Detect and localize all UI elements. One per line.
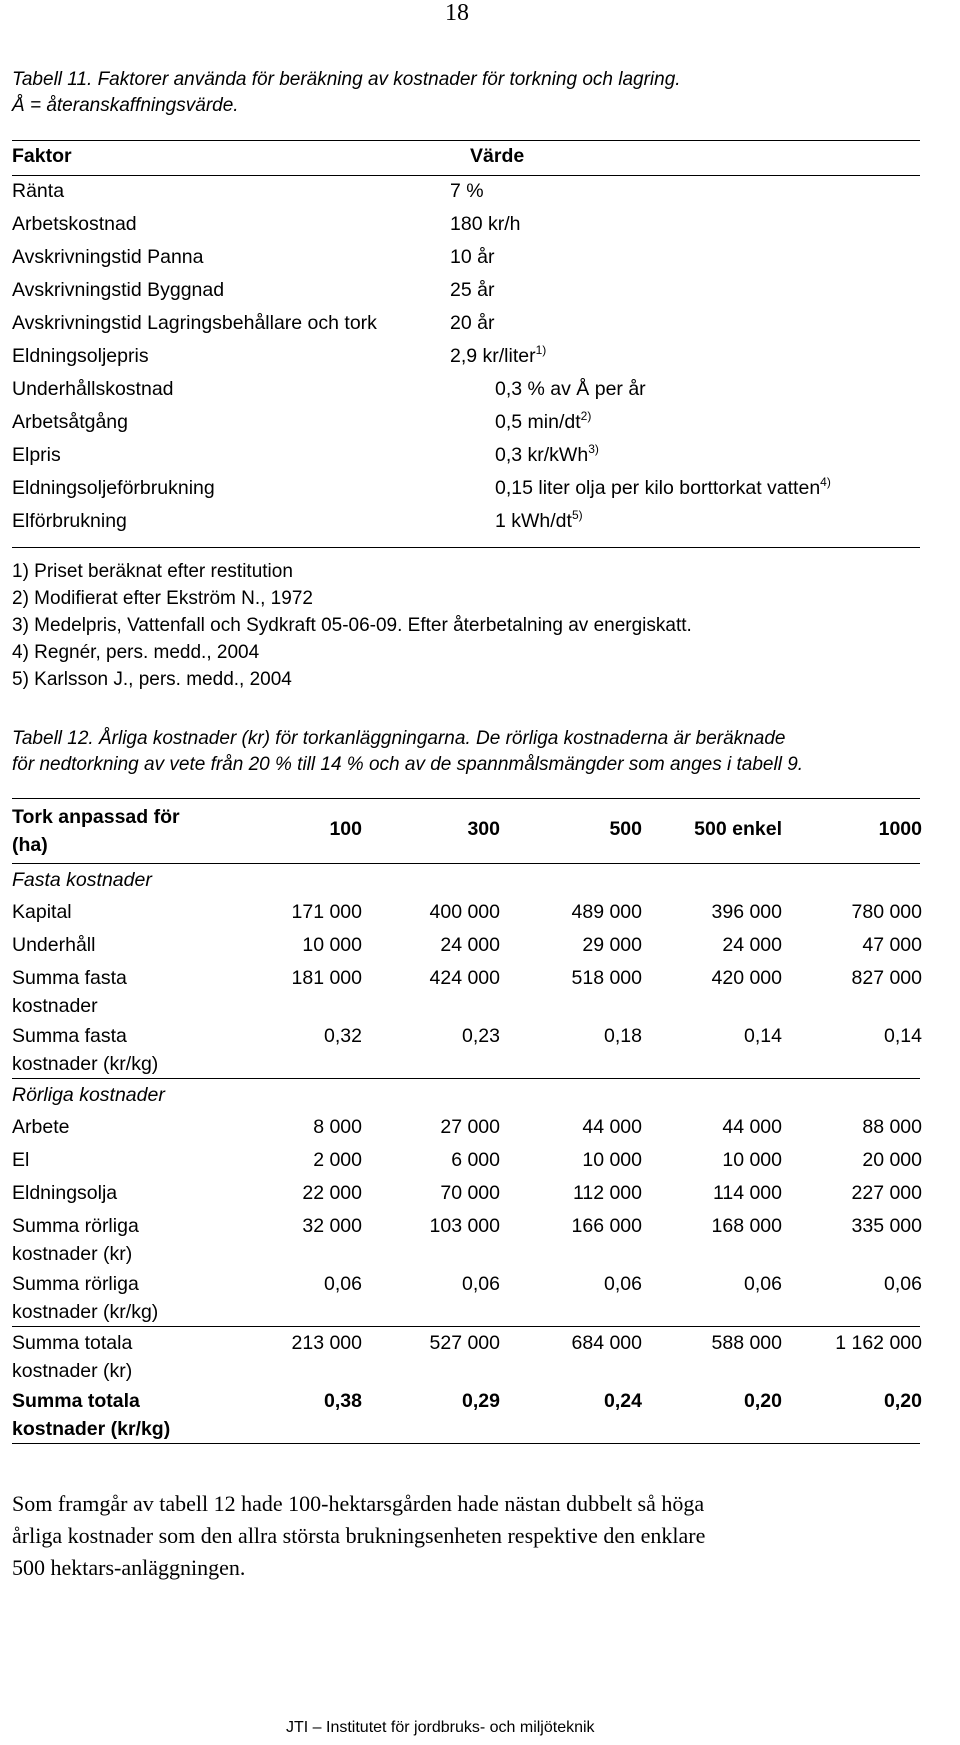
value-cell (450, 213, 520, 236)
value-cell: 0,06 (744, 1273, 782, 1295)
factor-cell: Elpris (12, 444, 61, 466)
footnote: 4) Regnér, pers. medd., 2004 (12, 642, 260, 663)
row-label (12, 1329, 132, 1385)
value-cell (450, 345, 546, 368)
factor-cell: Avskrivningstid Panna (12, 246, 204, 268)
value-text: 0,5 min/dt (495, 411, 581, 433)
table-11-row (12, 308, 920, 341)
row-label (12, 1387, 170, 1443)
value-text: 180 kr/h (450, 213, 521, 235)
body-paragraph (12, 1488, 912, 1584)
column-header: 300 (467, 818, 500, 840)
value-cell: 400 000 (429, 901, 500, 923)
value-cell: 24 000 (722, 934, 782, 956)
table-11-row (12, 440, 920, 473)
table-12-row (12, 1111, 920, 1144)
row-label-line-2: kostnader (kr/kg) (12, 1053, 159, 1075)
row-label-line-2: kostnader (kr/kg) (12, 1418, 171, 1440)
table-11-caption-line-1: Tabell 11. Faktorer använda för beräkning av kostnader för torkning och lagring. (12, 69, 681, 90)
table-11 (12, 140, 920, 693)
table-11-row (12, 242, 920, 275)
value-cell (495, 411, 591, 434)
value-text: 20 år (450, 312, 495, 334)
table-12-caption-line-2: för nedtorkning av vete från 20 % till 14 % och av de spannmålsmängder som anges i tabell 9. (12, 754, 804, 775)
value-cell: 70 000 (440, 1182, 500, 1204)
value-text: 7 % (450, 180, 484, 202)
value-cell: 88 000 (862, 1116, 922, 1138)
value-cell: 44 000 (582, 1116, 642, 1138)
value-cell: 518 000 (571, 967, 642, 989)
table-11-row (12, 473, 920, 506)
value-cell: 20 000 (862, 1149, 922, 1171)
value-cell: 827 000 (851, 967, 922, 989)
value-cell: 0,29 (462, 1390, 500, 1412)
value-cell: 227 000 (851, 1182, 922, 1204)
value-cell (450, 279, 494, 302)
row-label (12, 964, 127, 1020)
page-footer: JTI – Institutet för jordbruks- och miljöteknik (286, 1719, 595, 1736)
table-12-row (12, 1144, 920, 1177)
row-label-line-1: Eldningsolja (12, 1182, 118, 1204)
row-label-line-1: Underhåll (12, 934, 96, 956)
value-cell (495, 477, 831, 500)
factor-cell: Avskrivningstid Lagringsbehållare och tork (12, 312, 377, 334)
row-label-line-2: kostnader (kr) (12, 1243, 133, 1265)
value-cell: 27 000 (440, 1116, 500, 1138)
table-12-row (12, 1385, 920, 1443)
column-header: 1000 (878, 818, 922, 840)
value-cell: 112 000 (572, 1182, 642, 1204)
table-11-caption-line-2: Å = återanskaffningsvärde. (12, 95, 239, 116)
footnote: 1) Priset beräknat efter restitution (12, 561, 293, 582)
body-line: 500 hektars-anläggningen. (12, 1555, 246, 1580)
row-label-line-1: Summa rörliga (12, 1273, 139, 1295)
value-cell: 0,06 (884, 1273, 922, 1295)
page-number: 18 (445, 0, 469, 26)
column-header: 500 enkel (694, 818, 782, 840)
value-cell: 2 000 (313, 1149, 362, 1171)
value-cell: 0,20 (884, 1390, 922, 1412)
table-12-caption (12, 726, 922, 778)
footnote: 5) Karlsson J., pers. medd., 2004 (12, 669, 292, 690)
value-cell: 0,18 (604, 1025, 642, 1047)
value-cell: 0,38 (324, 1390, 362, 1412)
value-cell: 0,32 (324, 1025, 362, 1047)
table-11-row (12, 209, 920, 242)
value-cell: 10 000 (722, 1149, 782, 1171)
column-header: 500 (609, 818, 642, 840)
table-11-row (12, 275, 920, 308)
value-cell: 47 000 (862, 934, 922, 956)
value-text: 0,3 kr/kWh (495, 444, 589, 466)
row-label-line-1: Summa totala (12, 1332, 133, 1354)
column-header: 100 (329, 818, 362, 840)
value-cell: 8 000 (313, 1116, 362, 1138)
value-cell: 103 000 (429, 1215, 500, 1237)
footnote-ref: 2) (580, 409, 592, 423)
value-cell: 396 000 (711, 901, 782, 923)
variable-cost-rows (12, 1111, 920, 1326)
value-cell (495, 378, 646, 401)
factor-cell: Ränta (12, 180, 65, 202)
table-11-row (12, 176, 920, 209)
value-cell: 335 000 (851, 1215, 922, 1237)
value-cell: 6 000 (451, 1149, 500, 1171)
value-cell: 10 000 (582, 1149, 642, 1171)
factor-cell: Elförbrukning (12, 510, 127, 532)
section-variable-costs (12, 1079, 920, 1111)
row-label-line-2: kostnader (kr/kg) (12, 1301, 159, 1323)
table-12-row (12, 929, 920, 962)
row-label (12, 1022, 158, 1078)
table-11-row (12, 407, 920, 440)
row-label (12, 1270, 158, 1326)
value-cell: 168 000 (711, 1215, 782, 1237)
value-text: 2,9 kr/liter (450, 345, 536, 367)
table-12-row (12, 1177, 920, 1210)
value-cell (495, 444, 599, 467)
body-line: Som framgår av tabell 12 hade 100-hektarsgården hade nästan dubbelt så höga (12, 1491, 705, 1516)
table-11-footnotes (12, 548, 920, 693)
row-label-line-1: Summa fasta (12, 1025, 127, 1047)
value-text: 0,15 liter olja per kilo borttorkat vatten (495, 477, 821, 499)
table-12-header-row (12, 799, 920, 863)
value-cell: 166 000 (571, 1215, 642, 1237)
table-11-header-row (12, 141, 920, 175)
table-12-row (12, 962, 920, 1020)
section-label: Fasta kostnader (12, 869, 152, 891)
factor-cell: Avskrivningstid Byggnad (12, 279, 225, 301)
footnote-ref: 3) (588, 442, 599, 456)
value-cell: 0,14 (744, 1025, 782, 1047)
value-text: 0,3 % av Å per år (495, 378, 646, 400)
footnote-ref: 1) (535, 343, 547, 357)
value-cell: 181 000 (291, 967, 362, 989)
row-label (12, 1179, 117, 1207)
table-11-body (12, 176, 920, 539)
factor-cell: Arbetsåtgång (12, 411, 129, 433)
row-label-line-2: kostnader (12, 995, 98, 1017)
row-label (12, 1212, 139, 1268)
value-cell (495, 510, 583, 533)
value-cell: 24 000 (440, 934, 500, 956)
footnote: 2) Modifierat efter Ekström N., 1972 (12, 588, 313, 609)
table-12-row (12, 1268, 920, 1326)
header-factor: Faktor (12, 145, 72, 167)
value-cell (450, 246, 494, 269)
total-cost-rows (12, 1327, 920, 1443)
row-label-line-1: Summa rörliga (12, 1215, 139, 1237)
value-cell: 424 000 (429, 967, 500, 989)
header-label-line-1: Tork anpassad för (12, 806, 180, 828)
table-12-row (12, 896, 920, 929)
value-cell: 22 000 (302, 1182, 362, 1204)
value-cell: 114 000 (712, 1182, 782, 1204)
footnote-ref: 4) (820, 475, 831, 489)
factor-cell: Arbetskostnad (12, 213, 137, 235)
value-cell: 1 162 000 (835, 1332, 922, 1354)
value-cell: 489 000 (571, 901, 642, 923)
row-label-line-1: Arbete (12, 1116, 70, 1138)
table-12-row (12, 1020, 920, 1078)
value-cell: 0,06 (462, 1273, 500, 1295)
row-label-line-1: El (12, 1149, 30, 1171)
value-cell: 588 000 (711, 1332, 782, 1354)
table-11-row (12, 341, 920, 374)
table-11-caption (12, 67, 912, 119)
value-cell: 213 000 (291, 1332, 362, 1354)
factor-cell: Eldningsoljepris (12, 345, 149, 367)
value-text: 1 kWh/dt (495, 510, 572, 532)
row-label-line-1: Summa totala (12, 1390, 140, 1412)
body-line: årliga kostnader som den allra största brukningsenheten respektive den enklare (12, 1523, 706, 1548)
value-cell: 32 000 (302, 1215, 362, 1237)
table-11-row (12, 506, 920, 539)
value-cell: 10 000 (302, 934, 362, 956)
table-11-row (12, 374, 920, 407)
table-12-bottom-rule (12, 1443, 920, 1444)
value-cell: 0,20 (744, 1390, 782, 1412)
row-label-line-1: Summa fasta (12, 967, 127, 989)
header-value: Värde (470, 145, 525, 167)
row-label (12, 1113, 69, 1141)
value-cell: 780 000 (851, 901, 922, 923)
value-cell: 0,24 (604, 1390, 642, 1412)
value-cell: 684 000 (571, 1332, 642, 1354)
row-label (12, 898, 72, 926)
value-cell: 0,06 (604, 1273, 642, 1295)
row-label-line-2: kostnader (kr) (12, 1360, 133, 1382)
footnote-ref: 5) (571, 508, 583, 522)
table-12-caption-line-1: Tabell 12. Årliga kostnader (kr) för torkanläggningarna. De rörliga kostnaderna är beräknade (12, 728, 786, 749)
value-cell: 0,14 (884, 1025, 922, 1047)
value-cell: 420 000 (711, 967, 782, 989)
value-cell: 527 000 (429, 1332, 500, 1354)
factor-cell: Underhållskostnad (12, 378, 174, 400)
value-cell: 0,23 (462, 1025, 500, 1047)
value-text: 25 år (450, 279, 495, 301)
value-cell: 29 000 (582, 934, 642, 956)
header-label-line-2: (ha) (12, 834, 48, 856)
value-cell: 44 000 (722, 1116, 782, 1138)
value-cell (450, 180, 484, 203)
table-12-row (12, 1327, 920, 1385)
row-label (12, 931, 95, 959)
factor-cell: Eldningsoljeförbrukning (12, 477, 215, 499)
footnote: 3) Medelpris, Vattenfall och Sydkraft 05-06-09. Efter återbetalning av energiskatt. (12, 615, 692, 636)
row-label (12, 1146, 29, 1174)
section-fixed-costs (12, 864, 920, 896)
value-cell (450, 312, 494, 335)
table-12 (12, 798, 920, 1444)
header-label (12, 803, 180, 859)
value-text: 10 år (450, 246, 495, 268)
row-label-line-1: Kapital (12, 901, 72, 923)
fixed-cost-rows (12, 896, 920, 1078)
value-cell: 171 000 (291, 901, 362, 923)
value-cell: 0,06 (324, 1273, 362, 1295)
table-12-row (12, 1210, 920, 1268)
section-label: Rörliga kostnader (12, 1084, 165, 1106)
